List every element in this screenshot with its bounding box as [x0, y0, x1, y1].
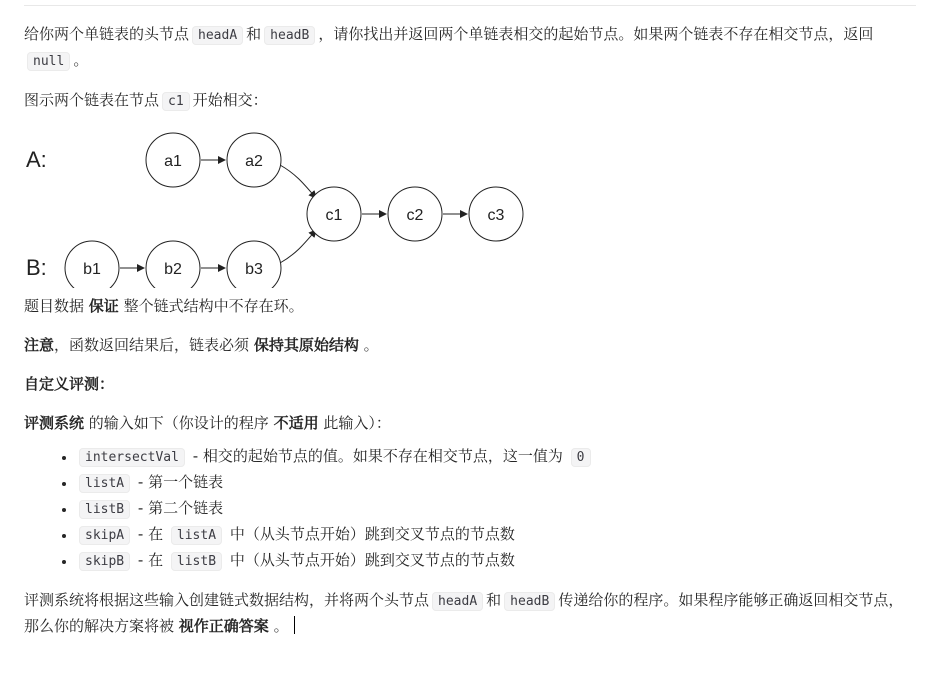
param-desc-post: 中（从头节点开始）跳到交叉节点的节点数: [229, 525, 515, 543]
node-b1-label: b1: [83, 261, 101, 278]
node-c2: [388, 187, 442, 241]
linked-list-diagram: [24, 128, 544, 288]
node-a2-label: a2: [245, 153, 263, 170]
param-desc: - 相交的起始节点的值。如果不存在相交节点，这一值为: [192, 447, 563, 465]
node-c1: [307, 187, 361, 241]
caption-text-2: 开始相交：: [192, 91, 268, 109]
guarantee-paragraph: [24, 294, 914, 319]
intro-text-3: ，请你找出并返回两个单链表相交的起始节点。如果两个链表不存在相交节点，返回: [318, 25, 874, 43]
code-null: null: [27, 52, 70, 71]
problem-description: [24, 22, 914, 653]
edge-b3-c1: [280, 230, 316, 263]
node-c3: [469, 187, 523, 241]
label-b: B:: [26, 255, 47, 280]
code-headA: headA: [432, 592, 483, 611]
code-skipA: skipA: [79, 526, 130, 545]
judge-bold-2: 不适用: [273, 414, 319, 432]
node-b2: [146, 241, 200, 288]
guarantee-text-2: 整个链式结构中不存在环。: [123, 297, 304, 315]
guarantee-bold: 保证: [88, 297, 119, 315]
node-c3-label: c3: [487, 207, 505, 224]
note-paragraph: [24, 333, 914, 358]
code-listB-ref: listB: [171, 552, 222, 571]
param-list: [24, 444, 914, 574]
caption-text-1: 图示两个链表在节点: [24, 91, 160, 109]
code-skipB: skipB: [79, 552, 130, 571]
param-desc: - 第一个链表: [137, 473, 224, 491]
param-desc: - 第二个链表: [137, 499, 224, 517]
intro-text-4: 。: [73, 51, 89, 69]
code-c1: c1: [162, 92, 190, 111]
judge-text-1: 的输入如下（你设计的程序: [88, 414, 269, 432]
judge-input-paragraph: [24, 411, 914, 436]
note-bold-2: 保持其原始结构: [253, 336, 359, 354]
code-listA: listA: [79, 474, 130, 493]
closing-bold: 视作正确答案: [178, 617, 269, 635]
code-listB: listB: [79, 500, 130, 519]
list-item: [76, 496, 914, 522]
closing-text-1: 评测系统将根据这些输入创建链式数据结构，并将两个头节点: [24, 591, 430, 609]
note-bold-1: 注意: [24, 336, 55, 354]
closing-paragraph: [24, 588, 914, 639]
figure-caption: [24, 88, 914, 114]
node-a1: [146, 133, 200, 187]
judge-text-2: 此输入）：: [323, 414, 391, 432]
intro-text-2: 和: [246, 25, 262, 43]
intro-text-1: 给你两个单链表的头节点: [24, 25, 190, 43]
code-headA: headA: [192, 26, 243, 45]
closing-text-2: 和: [486, 591, 502, 609]
node-b3-label: b3: [245, 261, 263, 278]
node-b3: [227, 241, 281, 288]
param-desc-pre: - 在: [137, 551, 164, 569]
code-listA-ref: listA: [171, 526, 222, 545]
top-divider: [24, 5, 916, 6]
closing-text-4: 。: [273, 617, 289, 635]
text-cursor: [294, 616, 295, 634]
param-desc-pre: - 在: [137, 525, 164, 543]
note-text-1: ，函数返回结果后，链表必须: [54, 336, 250, 354]
code-headB: headB: [264, 26, 315, 45]
edge-a2-c1: [280, 165, 316, 198]
list-item: [76, 522, 914, 548]
code-zero: 0: [571, 448, 591, 467]
node-c2-label: c2: [406, 207, 424, 224]
node-b2-label: b2: [164, 261, 182, 278]
custom-judge-title: [24, 372, 914, 397]
intro-paragraph: [24, 22, 914, 74]
node-b1: [65, 241, 119, 288]
label-a: A:: [26, 147, 47, 172]
code-headB: headB: [504, 592, 555, 611]
param-desc-post: 中（从头节点开始）跳到交叉节点的节点数: [229, 551, 515, 569]
node-c1-label: c1: [325, 207, 343, 224]
node-a1-label: a1: [164, 153, 182, 170]
code-intersectVal: intersectVal: [79, 448, 185, 467]
note-text-2: 。: [363, 336, 379, 354]
node-a2: [227, 133, 281, 187]
list-item: [76, 548, 914, 574]
list-item: [76, 444, 914, 470]
guarantee-text-1: 题目数据: [24, 297, 85, 315]
closing-text-3: 传递给你的程序。如果程序能够正确返回相交节点，那么你的解决方案将被: [24, 591, 904, 635]
judge-bold-1: 评测系统: [24, 414, 85, 432]
list-item: [76, 470, 914, 496]
custom-judge-title-text: 自定义评测：: [24, 375, 115, 393]
